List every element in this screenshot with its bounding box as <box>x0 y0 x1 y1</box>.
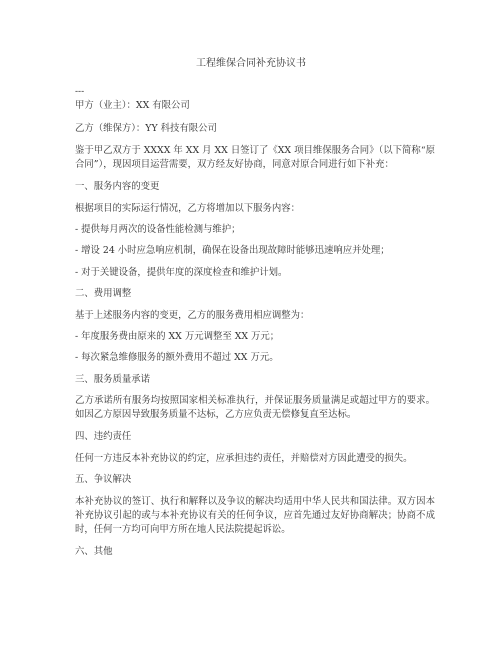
section-lead: 基于上述服务内容的变更，乙方的服务费用相应调整为： <box>75 310 310 321</box>
list-item: - 对于关键设备，提供年度的深度检查和维护计划。 <box>75 267 288 278</box>
list-item: - 每次紧急维修服务的额外费用不超过 XX 万元。 <box>75 352 279 363</box>
section-heading: 二、费用调整 <box>75 288 132 299</box>
section-body: 本补充协议的签订、执行和解释以及争议的解决均适用中华人民共和国法律。双方因本补充协议引起的或与本补充协议有关的任何争议，应首先通过友好协商解决；协商不成时，任何一方均可向甲方所在地人民法院提起诉讼。 <box>75 496 435 535</box>
section-heading: 一、服务内容的变更 <box>75 181 160 192</box>
list-item: - 增设 24 小时应急响应机制，确保在设备出现故障时能够迅速响应并处理； <box>75 245 390 256</box>
section-body: 任何一方违反本补充协议的约定，应承担违约责任，并赔偿对方因此遭受的损失。 <box>75 453 413 464</box>
party-a-line: 甲方（业主）：XX 有限公司 <box>75 100 190 111</box>
section-body: 乙方承诺所有服务均按照国家相关标准执行，并保证服务质量满足或超过甲方的要求。如因乙方原因导致服务质量不达标，乙方应负责无偿修复直至达标。 <box>75 395 435 420</box>
section-heading: 三、服务质量承诺 <box>75 374 151 385</box>
party-b-line: 乙方（维保方）：YY 科技有限公司 <box>75 123 217 134</box>
document-title: 工程维保合同补充协议书 <box>196 58 306 69</box>
list-item: - 提供每月两次的设备性能检测与维护； <box>75 224 241 235</box>
section-heading: 四、违约责任 <box>75 431 132 442</box>
section-lead: 根据项目的实际运行情况，乙方将增加以下服务内容： <box>75 203 301 214</box>
section-heading: 五、争议解决 <box>75 474 132 485</box>
separator-line: --- <box>75 87 85 97</box>
intro-paragraph: 鉴于甲乙双方于 XXXX 年 XX 月 XX 日签订了《XX 项目维保服务合同》（以下简称“原合同”），现因项目运营需要，双方经友好协商，同意对原合同进行如下补充： <box>75 145 435 170</box>
list-item: - 年度服务费由原来的 XX 万元调整至 XX 万元； <box>75 331 280 342</box>
section-heading: 六、其他 <box>75 546 113 557</box>
